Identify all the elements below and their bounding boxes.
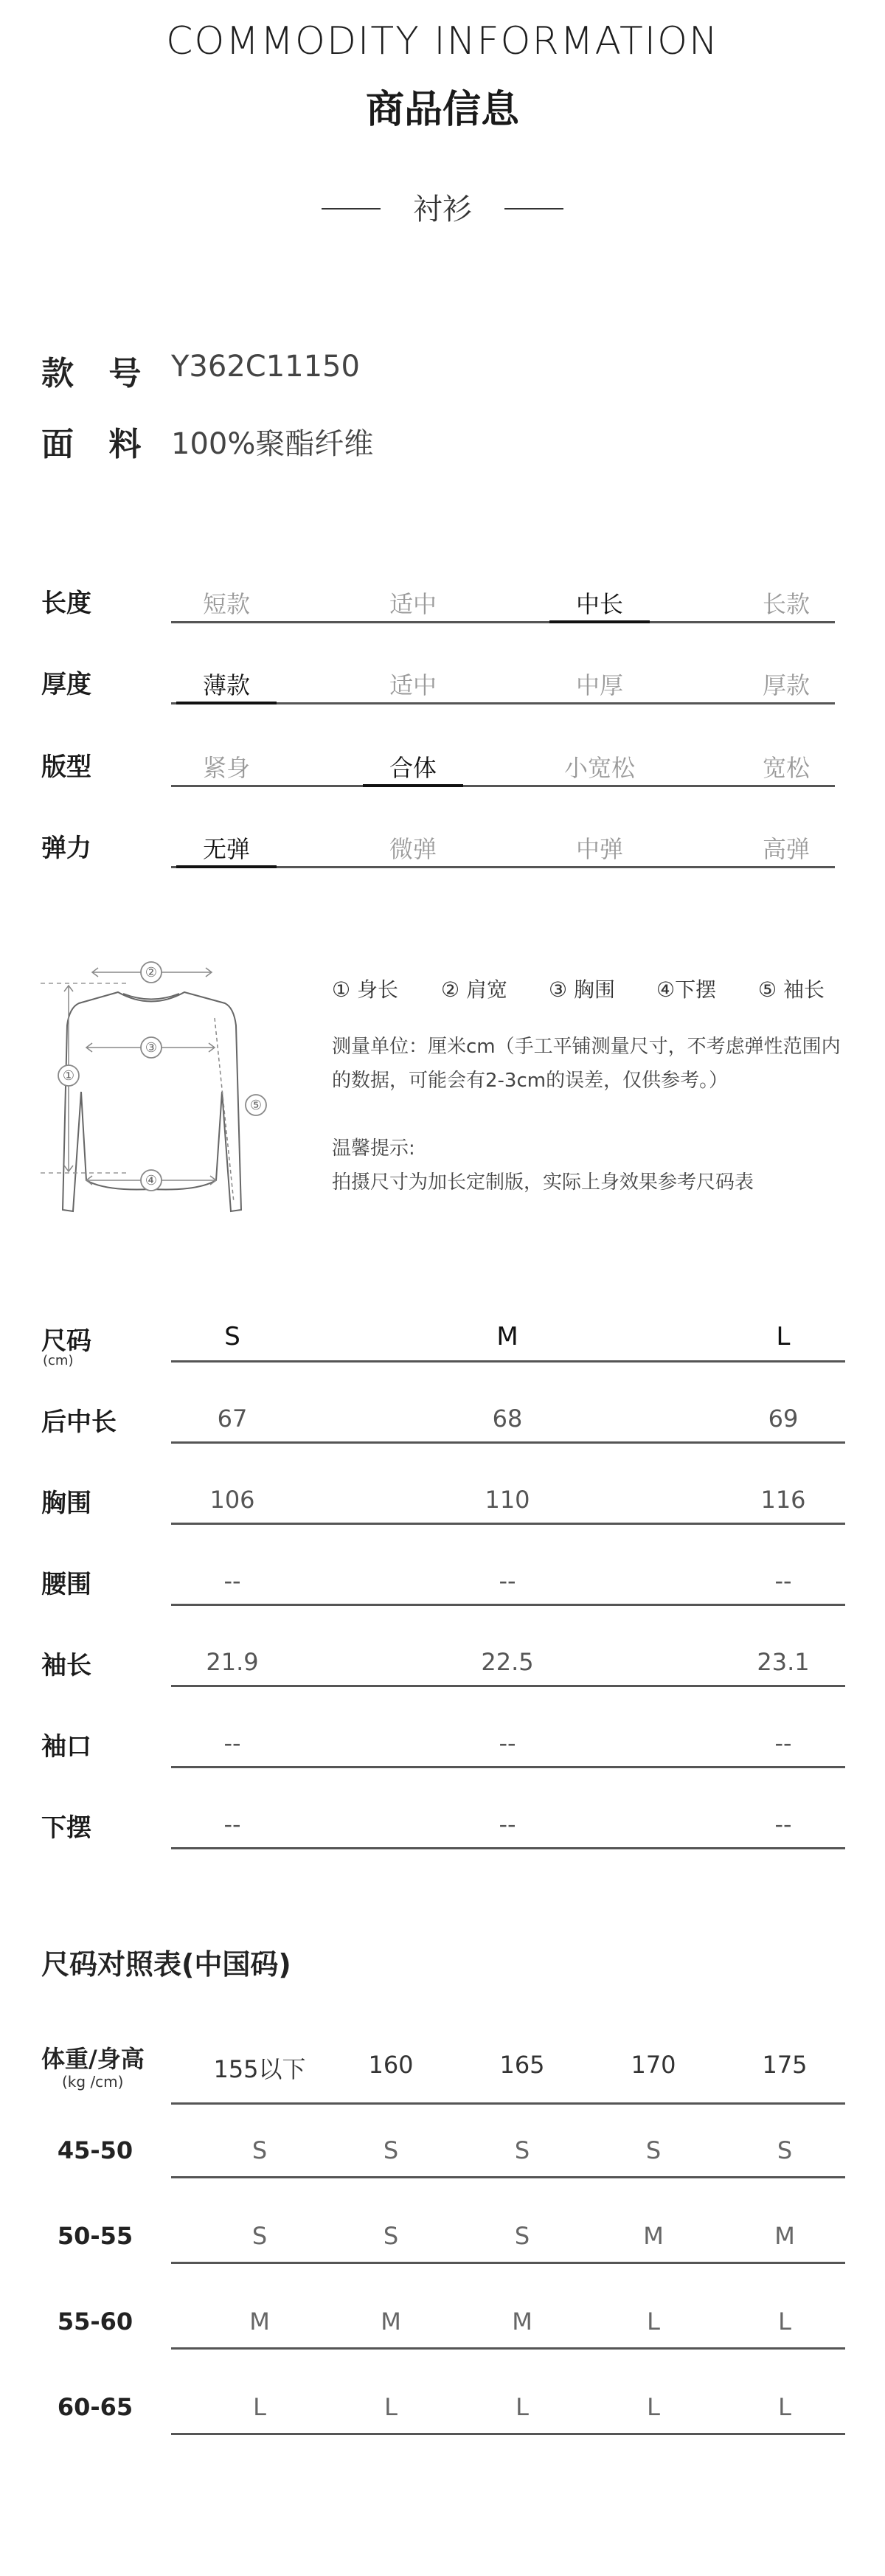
legend-item: ① 身长: [332, 977, 399, 1002]
attribute-option-selected: 中长: [575, 590, 623, 618]
measure-note-line1: 测量单位：厘米cm（手工平铺测量尺寸，不考虑弹性范围内: [332, 1036, 841, 1058]
height-header: 165: [499, 2051, 545, 2079]
conversion-value: S: [777, 2136, 793, 2164]
conversion-value: L: [647, 2307, 660, 2336]
conversion-value: L: [384, 2393, 398, 2421]
attribute-option: 中厚: [575, 671, 623, 699]
size-value: 116: [760, 1486, 806, 1514]
conversion-row-line: [171, 2176, 845, 2178]
size-row-line: [171, 1360, 845, 1363]
attribute-option-selected: 无弹: [202, 835, 250, 863]
height-header: 175: [762, 2051, 808, 2079]
conversion-value: L: [778, 2307, 791, 2336]
measure-note-line2: 的数据，可能会有2-3cm的误差，仅供参考。）: [332, 1070, 729, 1092]
size-value: 110: [485, 1486, 530, 1514]
conversion-value: M: [643, 2222, 664, 2250]
size-row-line: [171, 1685, 845, 1687]
tip-title: 温馨提示:: [332, 1138, 415, 1160]
weight-row-label: 60-65: [57, 2393, 133, 2421]
conversion-row-line: [171, 2347, 845, 2350]
attribute-option: 小宽松: [563, 754, 635, 782]
attribute-highlight-bar: [549, 620, 650, 623]
conversion-row-line: [171, 2433, 845, 2435]
attribute-option-selected: 合体: [389, 754, 437, 782]
size-value: --: [774, 1729, 792, 1757]
size-value: 106: [209, 1486, 255, 1514]
attribute-label: 厚度: [41, 670, 91, 699]
attribute-highlight-bar: [176, 702, 277, 704]
size-value: 67: [217, 1405, 248, 1433]
mark-chest: ③: [145, 1040, 158, 1056]
attribute-option: 中弹: [575, 835, 623, 863]
size-value: 22.5: [481, 1648, 534, 1676]
conversion-value: S: [383, 2222, 399, 2250]
attribute-option: 紧身: [202, 754, 250, 782]
size-row-line: [171, 1766, 845, 1768]
size-row-label: 袖口: [41, 1732, 91, 1762]
size-value: --: [223, 1810, 241, 1838]
height-header: 160: [368, 2051, 414, 2079]
size-value: 68: [492, 1405, 523, 1433]
shirt-measure-diagram: [41, 959, 291, 1225]
size-row-label: 胸围: [41, 1489, 91, 1518]
mark-shoulder: ②: [145, 965, 158, 980]
size-value: --: [223, 1567, 241, 1595]
size-value: --: [499, 1567, 516, 1595]
attribute-label: 弹力: [41, 834, 91, 863]
size-row-line: [171, 1441, 845, 1444]
mark-length: ①: [62, 1068, 75, 1084]
style-number-label: 款 号: [41, 355, 153, 392]
size-value: --: [223, 1729, 241, 1757]
size-header: M: [496, 1322, 518, 1351]
size-value: --: [774, 1567, 792, 1595]
size-row-label: 袖长: [41, 1651, 91, 1680]
attribute-option: 适中: [389, 671, 437, 699]
conversion-value: M: [381, 2307, 401, 2336]
legend-item: ④下摆: [656, 977, 717, 1002]
size-row-line: [171, 1604, 845, 1606]
height-header: 170: [631, 2051, 676, 2079]
attribute-option: 宽松: [762, 754, 810, 782]
conversion-row-line: [171, 2262, 845, 2264]
title-chinese: 商品信息: [365, 88, 519, 132]
attribute-option: 短款: [202, 590, 250, 618]
conversion-value: L: [253, 2393, 266, 2421]
fabric-label: 面 料: [41, 426, 153, 463]
size-header: L: [776, 1322, 791, 1351]
size-value: --: [499, 1729, 516, 1757]
attribute-highlight-bar: [363, 784, 463, 787]
conversion-value: M: [249, 2307, 270, 2336]
conversion-value: S: [514, 2222, 530, 2250]
title-english: COMMODITY INFORMATION: [166, 19, 719, 63]
size-row-label: 下摆: [41, 1813, 91, 1843]
mark-hem: ④: [145, 1173, 158, 1188]
size-value: 21.9: [206, 1648, 259, 1676]
attribute-option: 厚款: [762, 671, 810, 699]
attribute-label: 长度: [41, 589, 91, 618]
fabric-value: 100%聚酯纤维: [171, 427, 374, 461]
divider-right: [504, 208, 563, 210]
conversion-value: S: [251, 2222, 268, 2250]
conversion-value: S: [383, 2136, 399, 2164]
size-corner-label: 尺码: [41, 1326, 91, 1356]
conversion-value: M: [512, 2307, 532, 2336]
conversion-value: L: [778, 2393, 791, 2421]
conversion-corner-label: 体重/身高: [41, 2045, 145, 2073]
conversion-value: M: [774, 2222, 795, 2250]
attribute-option: 长款: [762, 590, 810, 618]
conversion-value: S: [514, 2136, 530, 2164]
category-title: 衬衫: [413, 193, 472, 226]
tip-text: 拍摄尺寸为加长定制版，实际上身效果参考尺码表: [332, 1171, 754, 1194]
conversion-value: L: [516, 2393, 529, 2421]
attribute-underline: [171, 621, 835, 623]
conversion-corner-unit: (kg /cm): [62, 2073, 124, 2091]
category-header: [0, 186, 885, 230]
attribute-underline: [171, 785, 835, 787]
conversion-value: S: [645, 2136, 662, 2164]
attribute-label: 版型: [41, 752, 91, 782]
conversion-value: L: [647, 2393, 660, 2421]
attribute-option: 适中: [389, 590, 437, 618]
attribute-option-selected: 薄款: [202, 671, 250, 699]
conversion-value: S: [251, 2136, 268, 2164]
mark-sleeve: ⑤: [249, 1098, 263, 1113]
weight-row-label: 45-50: [57, 2136, 133, 2164]
size-row-label: 后中长: [41, 1408, 117, 1437]
size-value: 23.1: [757, 1648, 810, 1676]
size-header: S: [224, 1322, 240, 1351]
attribute-highlight-bar: [176, 865, 277, 868]
size-value: --: [499, 1810, 516, 1838]
weight-row-label: 50-55: [57, 2222, 133, 2250]
size-value: 69: [768, 1405, 799, 1433]
attribute-option: 高弹: [762, 835, 810, 863]
size-row-label: 腰围: [41, 1570, 91, 1599]
size-corner-unit: (cm): [43, 1353, 74, 1368]
conversion-row-line: [171, 2102, 845, 2105]
size-row-line: [171, 1523, 845, 1525]
legend-item: ③ 胸围: [549, 977, 616, 1002]
style-number-value: Y362C11150: [171, 350, 360, 384]
legend-item: ⑤ 袖长: [758, 977, 825, 1002]
size-row-line: [171, 1847, 845, 1849]
attribute-option: 微弹: [389, 835, 437, 863]
legend-item: ② 肩宽: [441, 977, 508, 1002]
size-chart-title: 尺码对照表(中国码): [41, 1948, 291, 1981]
size-value: --: [774, 1810, 792, 1838]
height-header: 155以下: [213, 2055, 306, 2083]
weight-row-label: 55-60: [57, 2307, 133, 2336]
